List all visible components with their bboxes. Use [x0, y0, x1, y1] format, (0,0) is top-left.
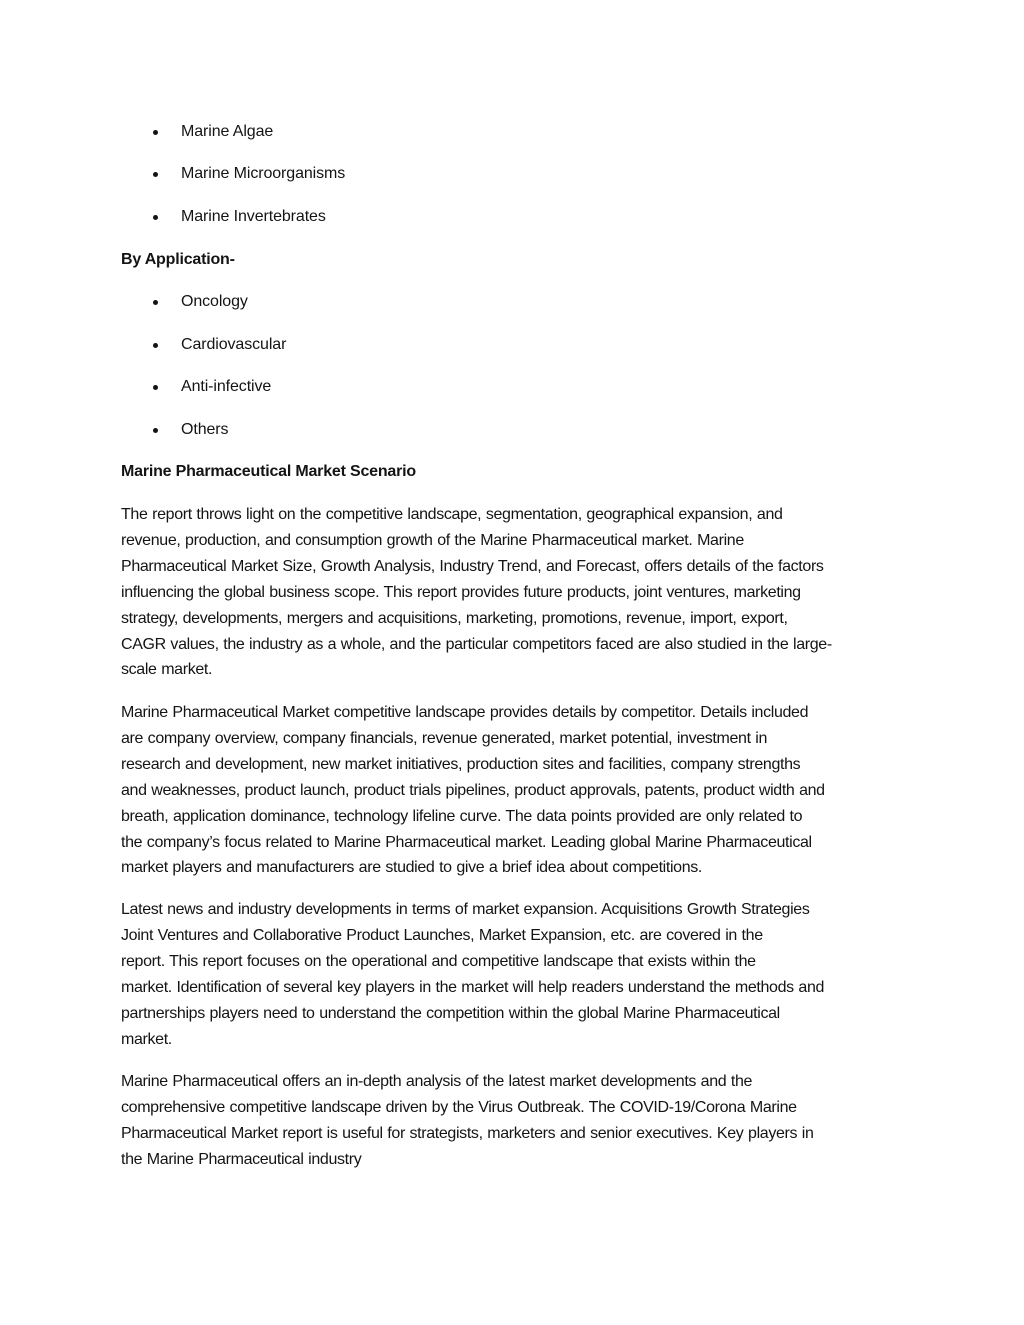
text-line: and weaknesses, product launch, product trials pipelines, product approvals, patents, product width and [121, 781, 825, 799]
bullet-icon [153, 300, 158, 305]
text-line: The report throws light on the competitive landscape, segmentation, geographical expansion, and [121, 506, 783, 523]
section-heading-by-application: By Application- [121, 251, 235, 268]
text-line: revenue, production, and consumption growth of the Marine Pharmaceutical market. Marine [121, 531, 744, 549]
text-line: report. This report focuses on the operational and competitive landscape that exists within the [121, 952, 756, 970]
text-line: the company’s focus related to Marine Pharmaceutical market. Leading global Marine Pharmaceutical [121, 833, 812, 851]
text-line: Marine Pharmaceutical offers an in-depth analysis of the latest market developments and the [121, 1073, 753, 1090]
list-item-label: Cardiovascular [181, 336, 287, 353]
text-line: research and development, new market initiatives, production sites and facilities, company strengths [121, 755, 801, 773]
text-line: influencing the global business scope. This report provides future products, joint ventures, marketing [121, 583, 801, 601]
list-item-label: Marine Microorganisms [181, 165, 346, 182]
text-line: breath, application dominance, technology lifeline curve. The data points provided are only related to [121, 807, 803, 825]
text-line: partnerships players need to understand the competition within the global Marine Pharmaceutical [121, 1004, 780, 1022]
text-line: market. Identification of several key players in the market will help readers understand the methods and [121, 978, 825, 996]
paragraph-competitive-landscape [121, 700, 921, 881]
text-line: Pharmaceutical Market report is useful for strategists, marketers and senior executives. Key players in [121, 1124, 814, 1142]
text-line: market. [121, 1030, 172, 1048]
text-line: Joint Ventures and Collaborative Product Launches, Market Expansion, etc. are covered in the [121, 926, 763, 944]
text-line: CAGR values, the industry as a whole, and the particular competitors faced are also studied in the large- [121, 635, 832, 653]
bullet-icon [153, 172, 158, 177]
text-line: are company overview, company financials, revenue generated, market potential, investment in [121, 729, 768, 747]
text-line: Latest news and industry developments in terms of market expansion. Acquisitions Growth Strategies [121, 901, 810, 918]
list-item-label: Others [181, 421, 229, 438]
bullet-icon [153, 215, 158, 220]
text-line: strategy, developments, mergers and acquisitions, marketing, promotions, revenue, import, export, [121, 609, 788, 627]
text-line: Pharmaceutical Market Size, Growth Analysis, Industry Trend, and Forecast, offers details of the factors [121, 557, 824, 575]
section-heading-market-scenario: Marine Pharmaceutical Market Scenario [121, 463, 416, 480]
paragraph-covid-analysis [121, 1069, 921, 1173]
bullet-icon [153, 343, 158, 348]
bullet-icon [153, 428, 158, 433]
bullet-icon [153, 130, 158, 135]
text-line: comprehensive competitive landscape driven by the Virus Outbreak. The COVID-19/Corona Marine [121, 1098, 797, 1116]
text-line: the Marine Pharmaceutical industry [121, 1150, 362, 1168]
bullet-icon [153, 385, 158, 390]
list-item-label: Oncology [181, 293, 248, 310]
paragraph-industry-developments [121, 897, 921, 1052]
text-line: Marine Pharmaceutical Market competitive landscape provides details by competitor. Details included [121, 704, 809, 721]
list-item-label: Anti-infective [181, 378, 272, 395]
paragraph-report-overview [121, 502, 921, 683]
text-line: market players and manufacturers are studied to give a brief idea about competitions. [121, 859, 703, 877]
list-item-label: Marine Invertebrates [181, 208, 326, 225]
list-item-label: Marine Algae [181, 123, 274, 140]
text-line: scale market. [121, 661, 213, 679]
